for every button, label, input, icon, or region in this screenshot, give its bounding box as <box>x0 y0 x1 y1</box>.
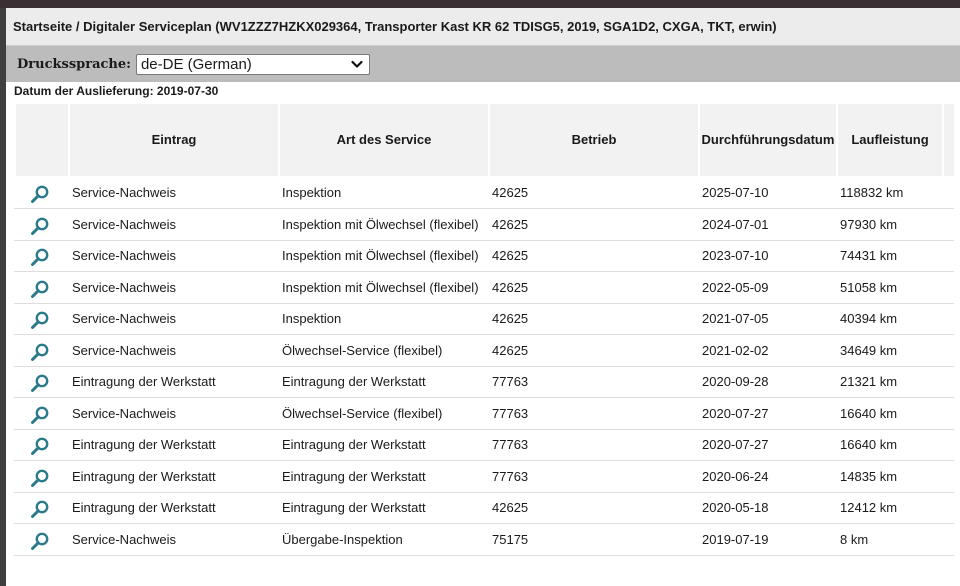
cell-laufleistung: 34649 km <box>840 342 898 358</box>
cell-laufleistung: 8 km <box>840 531 869 547</box>
cell-betrieb: 42625 <box>492 500 529 515</box>
cell-art: Inspektion mit Ölwechsel (flexibel) <box>282 216 479 232</box>
magnifier-icon[interactable] <box>30 373 50 393</box>
cell-eintrag: Service-Nachweis <box>72 185 177 200</box>
cell-art: Inspektion mit Ölwechsel (flexibel) <box>282 248 479 263</box>
cell-datum: 2019-07-19 <box>702 531 769 547</box>
cell-eintrag: Eintragung der Werkstatt <box>72 500 216 515</box>
cell-betrieb: 75175 <box>492 531 529 547</box>
cell-art: Inspektion <box>282 311 342 326</box>
table-row <box>14 462 954 493</box>
cell-datum: 2025-07-10 <box>702 185 769 200</box>
magnifier-icon[interactable] <box>30 184 50 204</box>
cell-betrieb: 77763 <box>492 405 529 421</box>
table-row <box>14 304 954 335</box>
cell-eintrag: Service-Nachweis <box>72 405 177 421</box>
magnifier-icon[interactable] <box>30 247 50 267</box>
left-border <box>0 8 6 586</box>
cell-betrieb: 42625 <box>492 279 529 295</box>
cell-eintrag: Eintragung der Werkstatt <box>72 468 216 484</box>
table-row <box>14 178 954 209</box>
table-row <box>14 241 954 272</box>
cell-art: Eintragung der Werkstatt <box>282 374 426 389</box>
cell-laufleistung: 97930 km <box>840 216 898 232</box>
language-select-value: de-DE (German) <box>140 55 252 73</box>
cell-datum: 2020-07-27 <box>702 437 769 452</box>
cell-art: Inspektion mit Ölwechsel (flexibel) <box>282 279 479 295</box>
table-row <box>14 336 954 367</box>
cell-laufleistung: 74431 km <box>840 248 898 263</box>
breadcrumb <box>6 8 960 46</box>
cell-datum: 2020-05-18 <box>702 500 769 515</box>
cell-art: Übergabe-Inspektion <box>282 531 403 547</box>
cell-datum: 2024-07-01 <box>702 216 769 232</box>
cell-art: Eintragung der Werkstatt <box>282 437 426 452</box>
cell-laufleistung: 118832 km <box>840 185 904 200</box>
cell-datum: 2021-07-05 <box>702 311 769 326</box>
cell-art: Eintragung der Werkstatt <box>282 468 426 484</box>
breadcrumb-text: Startseite / Digitaler Serviceplan (WV1ZZZ7HZKX029364, Transporter Kast KR 62 TDISG5, 2019, SGA1D2, CXGA, TKT, erwin) <box>13 19 777 34</box>
magnifier-icon[interactable] <box>30 468 50 488</box>
cell-laufleistung: 12412 km <box>840 500 898 515</box>
table-row <box>14 493 954 524</box>
cell-datum: 2020-06-24 <box>702 468 769 484</box>
header-datum: Durchführungsdatum <box>698 104 836 176</box>
magnifier-icon[interactable] <box>30 279 50 299</box>
magnifier-icon[interactable] <box>30 342 50 362</box>
cell-betrieb: 77763 <box>492 374 529 389</box>
table-row <box>14 399 954 430</box>
cell-datum: 2020-07-27 <box>702 405 769 421</box>
cell-art: Ölwechsel-Service (flexibel) <box>282 405 443 421</box>
cell-betrieb: 42625 <box>492 216 529 232</box>
header-extra <box>942 104 954 176</box>
header-betrieb: Betrieb <box>488 104 698 176</box>
cell-laufleistung: 14835 km <box>840 468 898 484</box>
magnifier-icon[interactable] <box>30 531 50 551</box>
service-table <box>14 104 954 564</box>
cell-betrieb: 42625 <box>492 342 529 358</box>
header-art: Art des Service <box>278 104 488 176</box>
cell-laufleistung: 51058 km <box>840 279 898 295</box>
magnifier-icon[interactable] <box>30 310 50 330</box>
cell-laufleistung: 40394 km <box>840 311 898 326</box>
magnifier-icon[interactable] <box>30 405 50 425</box>
cell-datum: 2022-05-09 <box>702 279 769 295</box>
cell-art: Inspektion <box>282 185 342 200</box>
cell-datum: 2023-07-10 <box>702 248 769 263</box>
table-row <box>14 210 954 241</box>
delivery-date: Datum der Auslieferung: 2019-07-30 <box>14 84 219 98</box>
cell-eintrag: Service-Nachweis <box>72 342 177 358</box>
language-bar <box>6 46 960 82</box>
cell-eintrag: Service-Nachweis <box>72 279 177 295</box>
cell-eintrag: Service-Nachweis <box>72 248 177 263</box>
cell-art: Ölwechsel-Service (flexibel) <box>282 342 443 358</box>
cell-betrieb: 77763 <box>492 468 529 484</box>
top-border <box>0 0 960 8</box>
cell-betrieb: 42625 <box>492 248 529 263</box>
cell-eintrag: Service-Nachweis <box>72 216 177 232</box>
cell-betrieb: 42625 <box>492 311 529 326</box>
language-label: Druckssprache: <box>17 56 131 72</box>
header-eintrag: Eintrag <box>68 104 278 176</box>
table-row <box>14 367 954 398</box>
magnifier-icon[interactable] <box>30 436 50 456</box>
magnifier-icon[interactable] <box>30 499 50 519</box>
cell-laufleistung: 16640 km <box>840 405 898 421</box>
cell-eintrag: Service-Nachweis <box>72 531 177 547</box>
cell-laufleistung: 21321 km <box>840 374 898 389</box>
header-laufleistung: Laufleistung <box>836 104 942 176</box>
table-row <box>14 273 954 304</box>
cell-art: Eintragung der Werkstatt <box>282 500 426 515</box>
cell-datum: 2020-09-28 <box>702 374 769 389</box>
cell-eintrag: Service-Nachweis <box>72 311 177 326</box>
magnifier-icon[interactable] <box>30 216 50 236</box>
cell-datum: 2021-02-02 <box>702 342 769 358</box>
table-row <box>14 525 954 556</box>
table-row <box>14 430 954 461</box>
cell-eintrag: Eintragung der Werkstatt <box>72 374 216 389</box>
cell-betrieb: 42625 <box>492 185 529 200</box>
cell-eintrag: Eintragung der Werkstatt <box>72 437 216 452</box>
cell-laufleistung: 16640 km <box>840 437 898 452</box>
language-select[interactable] <box>136 54 370 75</box>
cell-betrieb: 77763 <box>492 437 529 452</box>
header-icon-col <box>14 104 68 176</box>
chevron-down-icon <box>351 60 363 69</box>
